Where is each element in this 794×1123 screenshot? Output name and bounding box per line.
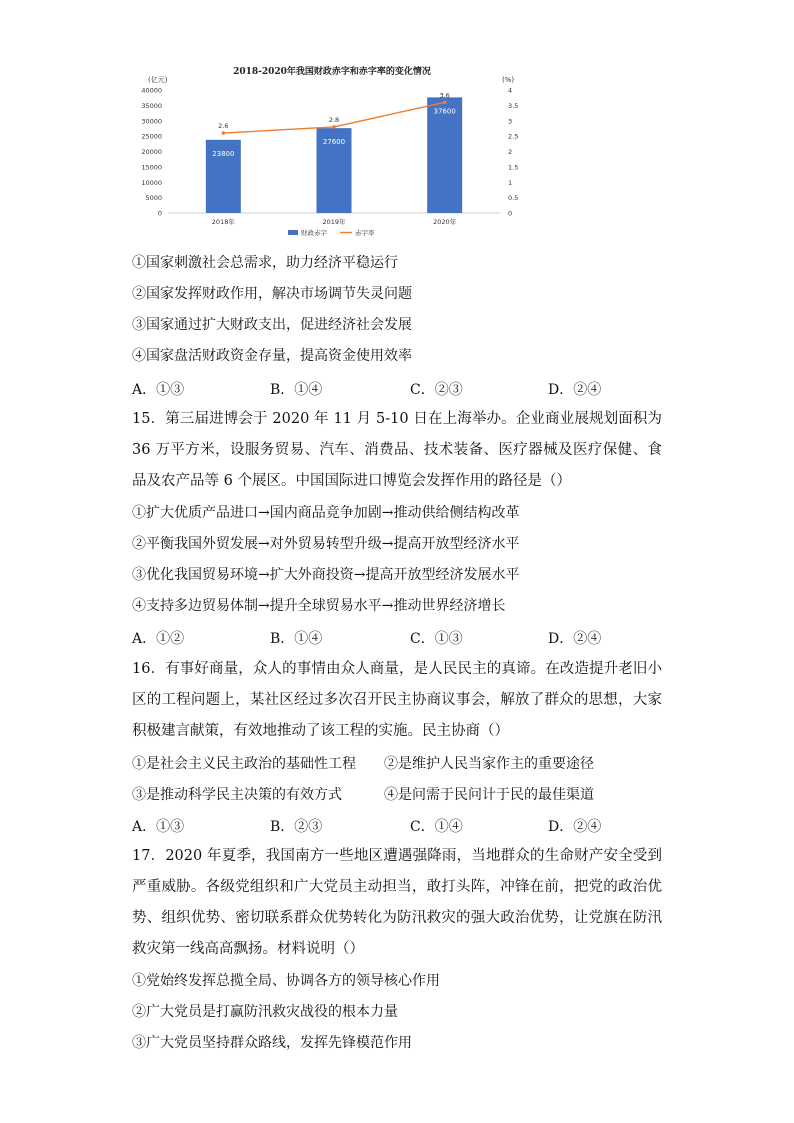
q16-stem: 16．有事好商量，众人的事情由众人商量，是人民民主的真谛。在改造提升老旧小区的工程问题上，某社区经过多次召开民主协商议事会，解放了群众的思想，大家积极建言献策，有效地推动了该工程的实施。民主协商（）	[132, 661, 662, 739]
deficit-bar-label: 27600	[322, 138, 346, 147]
y-left-tick-label: 35000	[141, 101, 162, 110]
y-left-tick-label: 25000	[141, 132, 162, 141]
q16-items-row-1	[132, 753, 632, 771]
q16-item-2: ②是维护人民当家作主的重要途径	[384, 756, 594, 772]
q16-item-1: ①是社会主义民主政治的基础性工程	[132, 756, 356, 772]
y-right-tick-label: 2	[508, 148, 513, 156]
rate-point	[222, 131, 226, 135]
y-left-tick-label: 40000	[141, 86, 162, 95]
legend-swatch-deficit	[288, 230, 298, 235]
q16-item-3: ③是推动科学民主决策的有效方式	[132, 787, 342, 803]
q15-option-d: D．②④	[548, 631, 602, 647]
rate-point	[443, 101, 447, 105]
y-left-tick-label: 5000	[145, 194, 162, 203]
deficit-bar-label: 37600	[433, 107, 456, 116]
deficit-chart	[120, 58, 540, 248]
y-left-tick-label: 30000	[141, 117, 162, 126]
q16-options	[132, 816, 632, 834]
y-right-tick-label: 3.5	[508, 101, 519, 110]
q16-option-b: B．②③	[270, 819, 323, 835]
y-right-tick-label: 1.5	[508, 163, 519, 172]
q15-item-3: ③优化我国贸易环境→扩大外商投资→提高开放型经济发展水平	[132, 567, 520, 583]
legend-label-rate: 赤字率	[355, 229, 375, 237]
q14-item-4: ④国家盘活财政资金存量，提高资金使用效率	[132, 348, 412, 364]
x-tick-label: 2019年	[322, 218, 346, 226]
q16-option-a: A．①③	[132, 819, 185, 835]
q14-option-b: B．①④	[270, 382, 323, 398]
y-left-unit: (亿元)	[148, 76, 168, 84]
legend-label-deficit: 财政赤字	[301, 229, 327, 237]
q14-option-a: A．①③	[132, 382, 185, 398]
y-right-unit: (%)	[502, 76, 515, 84]
q16-items-row-2	[132, 784, 632, 802]
q15-option-c: C．①③	[410, 631, 463, 647]
q17-item-1: ①党始终发挥总揽全局、协调各方的领导核心作用	[132, 973, 440, 989]
q15-item-1: ①扩大优质产品进口→国内商品竞争加剧→推动供给侧结构改革	[132, 505, 520, 521]
q14-option-d: D．②④	[548, 382, 602, 398]
rate-point-label: 2.8	[328, 115, 340, 124]
rate-point-label: 3.6	[439, 91, 450, 100]
q15-options	[132, 628, 632, 646]
y-right-tick-label: 0	[508, 209, 513, 218]
rate-point	[332, 125, 336, 129]
x-tick-label: 2018年	[211, 218, 235, 226]
q17-stem: 17．2020 年夏季，我国南方一些地区遭遇强降雨，当地群众的生命财产安全受到严重威胁。各级党组织和广大党员主动担当，敢打头阵，冲锋在前，把党的政治优势、组织优势、密切联系群众优势转化为防汛救灾的强大政治优势，让党旗在防汛救灾第一线高高飘扬。材料说明（）	[132, 848, 662, 957]
y-right-tick-label: 3	[508, 117, 513, 126]
q14-option-c: C．②③	[410, 382, 463, 398]
q14-options	[132, 379, 632, 397]
y-right-tick-label: 0.5	[508, 194, 519, 203]
q17-item-3: ③广大党员坚持群众路线，发挥先锋模范作用	[132, 1035, 412, 1051]
rate-point-label: 2.6	[218, 122, 229, 131]
y-left-tick-label: 0	[157, 209, 162, 218]
q16-option-d: D．②④	[548, 819, 602, 835]
q14-item-1: ①国家刺激社会总需求，助力经济平稳运行	[132, 255, 398, 271]
y-left-tick-label: 15000	[141, 163, 162, 172]
q17-item-2: ②广大党员是打赢防汛救灾战役的根本力量	[132, 1004, 398, 1020]
q15-item-2: ②平衡我国外贸发展→对外贸易转型升级→提高开放型经济水平	[132, 536, 520, 552]
q15-option-b: B．①④	[270, 631, 323, 647]
y-right-tick-label: 2.5	[508, 132, 519, 141]
q16-option-c: C．①④	[410, 819, 463, 835]
y-left-tick-label: 20000	[141, 148, 162, 156]
y-right-tick-label: 1	[508, 178, 513, 187]
deficit-bar-label: 23800	[212, 149, 235, 158]
y-right-tick-label: 4	[508, 86, 513, 95]
q14-item-2: ②国家发挥财政作用，解决市场调节失灵问题	[132, 286, 412, 302]
chart-title: 2018-2020年我国财政赤字和赤字率的变化情况	[233, 67, 431, 77]
x-tick-label: 2020年	[433, 218, 457, 226]
y-left-tick-label: 10000	[141, 178, 162, 187]
q16-item-4: ④是问需于民问计于民的最佳渠道	[384, 787, 594, 803]
q14-item-3: ③国家通过扩大财政支出，促进经济社会发展	[132, 317, 412, 333]
q15-stem: 15．第三届进博会于 2020 年 11 月 5-10 日在上海举办。企业商业展规划面积为 36 万平方米，设服务贸易、汽车、消费品、技术装备、医疗器械及医疗保健、食品及农产品等 6 个展区。中国国际进口博览会发挥作用的路径是（）	[132, 411, 662, 489]
q15-option-a: A．①②	[132, 631, 185, 647]
q15-item-4: ④支持多边贸易体制→提升全球贸易水平→推动世界经济增长	[132, 598, 506, 614]
